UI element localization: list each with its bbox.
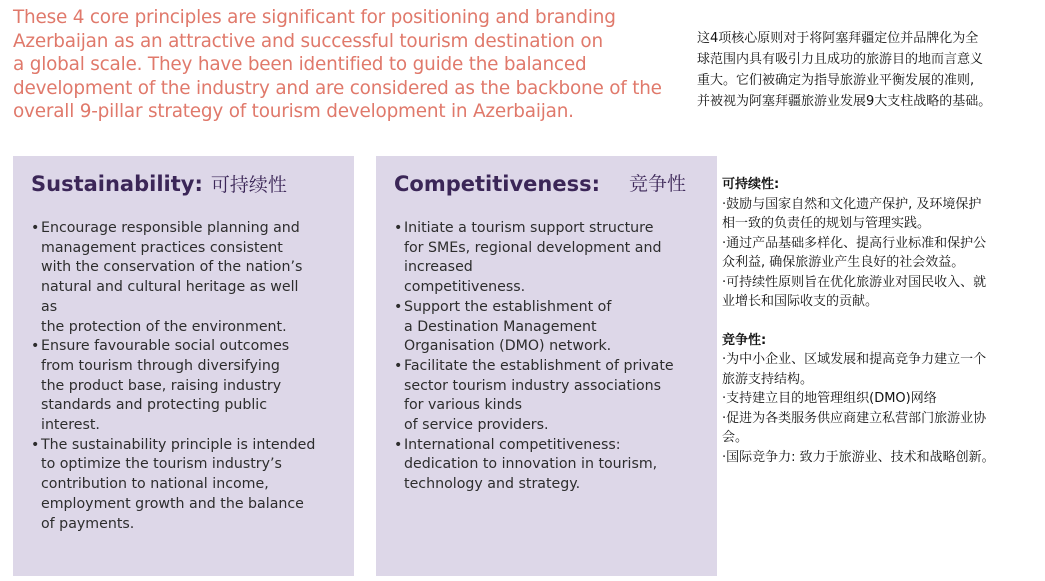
intro-line: These 4 core principles are significant for positioning and branding — [13, 7, 616, 28]
intro-paragraph — [13, 6, 703, 124]
bullet-item — [31, 219, 344, 337]
bullet-line: dedication to innovation in tourism, — [404, 456, 658, 473]
bullet-line: Organisation (DMO) network. — [404, 338, 612, 355]
competitiveness-title-en: Competitiveness: — [394, 172, 600, 196]
chinese-summary — [722, 175, 1043, 467]
intro-line: development of the industry and are considered as the backbone of the — [13, 77, 662, 99]
bullet-item — [394, 298, 707, 357]
bullet-line: a Destination Management — [404, 318, 597, 335]
intro-line: overall 9-pillar strategy of tourism development in Azerbaijan. — [13, 101, 574, 122]
bullet-line: for various kinds — [404, 397, 523, 414]
summary-line: ·国际竞争力: 致力于旅游业、技术和战略创新。 — [722, 449, 995, 465]
intro-paragraph-cn — [697, 28, 1043, 112]
bullet-line: • Encourage responsible planning and — [41, 220, 300, 236]
summary-line: 会。 — [722, 430, 749, 445]
intro-cn-line: 重大。它们被确定为指导旅游业平衡发展的准则, — [697, 73, 975, 88]
summary-line: ·支持建立目的地管理组织(DMO)网络 — [722, 391, 937, 406]
bullet-line: of service providers. — [404, 417, 549, 434]
bullet-line: as — [41, 298, 58, 315]
summary-line: ·可持续性原则旨在优化旅游业对国民收入、就 — [722, 274, 987, 290]
bullet-item — [31, 436, 344, 535]
sustainability-bullet-list — [31, 219, 344, 534]
summary-line: 旅游支持结构。 — [722, 371, 814, 387]
sustainability-title-en: Sustainability: — [31, 172, 203, 196]
bullet-item — [394, 436, 707, 495]
bullet-line: sector tourism industry associations — [404, 377, 662, 394]
bullet-line: interest. — [41, 417, 100, 434]
bullet-line: technology and strategy. — [404, 476, 581, 493]
bullet-line: • Support the establishment of — [404, 298, 612, 315]
intro-cn-line: 并被视为阿塞拜疆旅游业发展9大支柱战略的基础。 — [697, 94, 992, 109]
bullet-line: employment growth and the balance — [41, 495, 304, 512]
summary-line: ·促进为各类服务供应商建立私营部门旅游业协 — [722, 410, 987, 426]
competitiveness-title-cn: 竞争性 — [629, 173, 687, 195]
competitiveness-bullet-list — [394, 219, 707, 495]
bullet-line: • International competitiveness: — [404, 436, 621, 453]
summary-line: 相一致的负责任的规划与管理实践。 — [722, 216, 931, 231]
summary-line: ·通过产品基础多样化、提高行业标准和保护公 — [722, 235, 987, 251]
intro-line: a global scale. They have been identified to guide the balanced — [13, 54, 587, 75]
bullet-line: of payments. — [41, 515, 135, 532]
bullet-line: management practices consistent — [41, 239, 283, 256]
section-spacer — [722, 312, 1043, 331]
sustainability-title-cn: 可持续性 — [210, 174, 287, 196]
bullet-line: • Initiate a tourism support structure — [404, 220, 654, 236]
bullet-line: increased — [404, 259, 473, 276]
summary-line: ·鼓励与国家自然和文化遗产保护, 及环境保护 — [722, 196, 982, 212]
intro-cn-line: 这4项核心原则对于将阿塞拜疆定位并品牌化为全 — [697, 31, 979, 46]
bullet-line: from tourism through diversifying — [41, 357, 280, 374]
bullet-line: the protection of the environment. — [41, 318, 287, 335]
bullet-line: competitiveness. — [404, 279, 526, 296]
bullet-item — [394, 219, 707, 298]
bullet-line: • Ensure favourable social outcomes — [41, 338, 290, 355]
bullet-item — [394, 357, 707, 436]
bullet-line: • Facilitate the establishment of private — [404, 357, 674, 374]
bullet-line: contribution to national income, — [41, 476, 269, 493]
competitiveness-title — [394, 170, 687, 198]
sustainability-heading-cn: 可持续性: — [722, 177, 780, 192]
bullet-line: for SMEs, regional development and — [404, 239, 662, 256]
summary-line: 业增长和国际收支的贡献。 — [722, 294, 879, 309]
sustainability-title — [31, 170, 287, 199]
competitiveness-heading-cn: 竞争性: — [722, 332, 767, 348]
bullet-line: the product base, raising industry — [41, 377, 282, 394]
competitiveness-card — [376, 156, 717, 576]
bullet-line: • The sustainability principle is intended — [41, 436, 316, 453]
summary-line: ·为中小企业、区域发展和提高竞争力建立一个 — [722, 352, 987, 367]
intro-line: Azerbaijan as an attractive and successful tourism destination on — [13, 30, 603, 52]
bullet-line: to optimize the tourism industry’s — [41, 456, 282, 473]
bullet-line: with the conservation of the nation’s — [41, 259, 303, 276]
bullet-item — [31, 337, 344, 436]
summary-line: 众利益, 确保旅游业产生良好的社会效益。 — [722, 255, 965, 270]
bullet-line: standards and protecting public — [41, 397, 268, 414]
intro-cn-line: 球范围内具有吸引力且成功的旅游目的地而言意义 — [697, 52, 984, 67]
bullet-line: natural and cultural heritage as well — [41, 279, 299, 296]
sustainability-card — [13, 156, 354, 576]
